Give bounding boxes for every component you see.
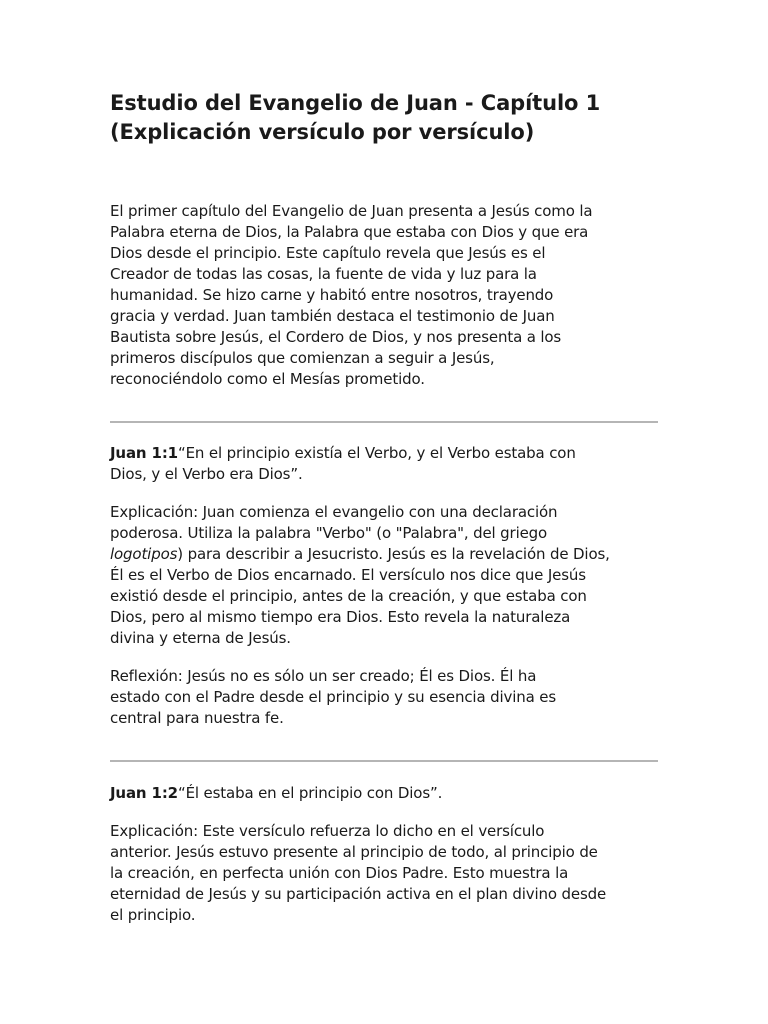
intro-line: reconociéndolo como el Mesías prometido. — [110, 370, 425, 388]
explanation-line: Dios, pero al mismo tiempo era Dios. Esto revela la naturaleza — [110, 608, 571, 626]
explanation-line: la creación, en perfecta unión con Dios Padre. Esto muestra la — [110, 864, 569, 882]
intro-line: El primer capítulo del Evangelio de Juan presenta a Jesús como la — [110, 202, 593, 220]
section-divider — [110, 421, 658, 423]
greek-term: logotipos — [110, 545, 178, 563]
verse-reference: Juan 1:2 — [110, 784, 178, 802]
explanation-line: Explicación: Este versículo refuerza lo dicho en el versículo — [110, 822, 545, 840]
verse-line: Dios, y el Verbo era Dios”. — [110, 465, 303, 483]
verse-1-text — [110, 443, 660, 485]
intro-line: Dios desde el principio. Este capítulo revela que Jesús es el — [110, 244, 546, 262]
reflection-line: central para nuestra fe. — [110, 709, 284, 727]
intro-paragraph — [110, 201, 660, 390]
reflection-line: estado con el Padre desde el principio y su esencia divina es — [110, 688, 557, 706]
verse-quote: “Él estaba en el principio con Dios”. — [177, 784, 443, 802]
reflection-line: Reflexión: Jesús no es sólo un ser creado; Él es Dios. Él ha — [110, 667, 537, 685]
verse-line — [110, 443, 660, 464]
explanation-text: ) para describir a Jesucristo. Jesús es la revelación de Dios, — [177, 545, 610, 563]
intro-line: gracia y verdad. Juan también destaca el testimonio de Juan — [110, 307, 555, 325]
intro-line: Palabra eterna de Dios, la Palabra que estaba con Dios y que era — [110, 223, 589, 241]
verse-2-text — [110, 783, 660, 804]
document-title — [110, 89, 660, 147]
verse-1-reflection — [110, 666, 660, 729]
explanation-line: eternidad de Jesús y su participación activa en el plan divino desde — [110, 885, 607, 903]
explanation-line: Explicación: Juan comienza el evangelio con una declaración — [110, 503, 558, 521]
intro-line: Bautista sobre Jesús, el Cordero de Dios, y nos presenta a los — [110, 328, 562, 346]
section-divider — [110, 760, 658, 762]
intro-line: primeros discípulos que comienzan a seguir a Jesús, — [110, 349, 495, 367]
verse-reference: Juan 1:1 — [110, 444, 178, 462]
verse-quote: “En el principio existía el Verbo, y el Verbo estaba con — [177, 444, 576, 462]
explanation-line: Él es el Verbo de Dios encarnado. El versículo nos dice que Jesús — [110, 566, 586, 584]
verse-2-explanation — [110, 821, 660, 926]
verse-line — [110, 783, 660, 804]
intro-line: Creador de todas las cosas, la fuente de vida y luz para la — [110, 265, 537, 283]
explanation-line: anterior. Jesús estuvo presente al principio de todo, al principio de — [110, 843, 598, 861]
explanation-line: poderosa. Utiliza la palabra "Verbo" (o "Palabra", del griego — [110, 524, 548, 542]
explanation-line: el principio. — [110, 906, 196, 924]
intro-line: humanidad. Se hizo carne y habitó entre nosotros, trayendo — [110, 286, 554, 304]
title-line: (Explicación versículo por versículo) — [110, 120, 535, 144]
explanation-line — [110, 544, 660, 565]
explanation-line: divina y eterna de Jesús. — [110, 629, 291, 647]
title-line: Estudio del Evangelio de Juan - Capítulo 1 — [110, 91, 601, 115]
verse-1-explanation — [110, 502, 660, 649]
explanation-line: existió desde el principio, antes de la creación, y que estaba con — [110, 587, 587, 605]
